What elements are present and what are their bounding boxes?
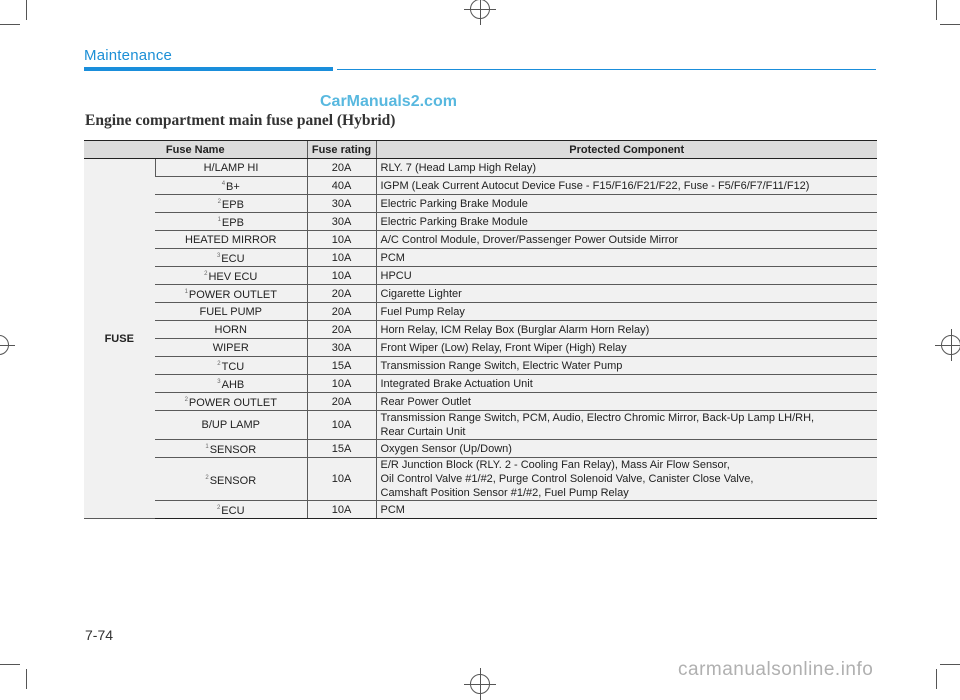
registration-mark-icon	[470, 674, 490, 694]
fuse-rating: 40A	[307, 177, 376, 195]
fuse-table	[84, 140, 877, 519]
fuse-rating: 10A	[307, 375, 376, 393]
protected-component: Fuel Pump Relay	[376, 303, 877, 321]
fuse-name: $^2$HEV ECU	[155, 267, 307, 285]
fuse-name: $^3$ECU	[155, 249, 307, 267]
protected-component: HPCU	[376, 267, 877, 285]
page-number: 7-74	[85, 627, 114, 643]
table-row	[84, 177, 877, 195]
fuse-rating: 30A	[307, 195, 376, 213]
fuse-rating: 10A	[307, 458, 376, 501]
protected-component: E/R Junction Block (RLY. 2 - Cooling Fan Relay), Mass Air Flow Sensor, Oil Control Valve #1/#2, Purge Control Solenoid Valve, Canister Close Valve, Camshaft Position Sensor #1/#2, Fuel Pump Relay	[376, 458, 877, 501]
table-row	[84, 159, 877, 177]
footnote-marker: 3	[216, 253, 221, 259]
column-header-protected-component: Protected Component	[376, 141, 877, 159]
protected-component: Electric Parking Brake Module	[376, 195, 877, 213]
fuse-name: $^2$TCU	[155, 357, 307, 375]
crop-mark	[26, 0, 27, 20]
fuse-rating: 20A	[307, 303, 376, 321]
table-row	[84, 267, 877, 285]
fuse-name: B/UP LAMP	[155, 411, 307, 440]
fuse-name: $^1$POWER OUTLET	[155, 285, 307, 303]
table-row	[84, 375, 877, 393]
crop-mark	[26, 669, 27, 689]
fuse-rating: 10A	[307, 501, 376, 519]
protected-component: Horn Relay, ICM Relay Box (Burglar Alarm Horn Relay)	[376, 321, 877, 339]
table-row	[84, 195, 877, 213]
protected-component: Front Wiper (Low) Relay, Front Wiper (High) Relay	[376, 339, 877, 357]
fuse-name: $^3$AHB	[155, 375, 307, 393]
fuse-name: $^2$SENSOR	[155, 458, 307, 501]
table-header-row	[84, 141, 877, 159]
header-rule-thick	[84, 67, 333, 71]
footnote-marker: 2	[204, 271, 208, 277]
crop-mark	[936, 0, 937, 20]
crop-mark	[936, 669, 937, 689]
protected-component: Transmission Range Switch, PCM, Audio, Electro Chromic Mirror, Back-Up Lamp LH/RH, Rear Curtain Unit	[376, 411, 877, 440]
fuse-name: $^4$B+	[155, 177, 307, 195]
footnote-marker: 4	[221, 181, 226, 187]
crop-mark	[940, 664, 960, 665]
crop-mark	[0, 664, 20, 665]
footnote-marker: 2	[184, 397, 188, 403]
protected-component: Cigarette Lighter	[376, 285, 877, 303]
table-row	[84, 501, 877, 519]
column-header-fuse-name: Fuse Name	[84, 141, 307, 159]
table-row	[84, 339, 877, 357]
table-row	[84, 213, 877, 231]
footnote-marker: 2	[216, 505, 221, 511]
header-rule-thin	[337, 69, 876, 70]
table-row	[84, 357, 877, 375]
table-row	[84, 411, 877, 440]
footnote-marker: 1	[217, 217, 221, 223]
fuse-name: HORN	[155, 321, 307, 339]
fuse-name: WIPER	[155, 339, 307, 357]
fuse-name: HEATED MIRROR	[155, 231, 307, 249]
footnote-marker: 2	[205, 474, 209, 481]
table-row	[84, 458, 877, 501]
footnote-marker: 3	[217, 379, 221, 385]
fuse-name: H/LAMP HI	[155, 159, 307, 177]
fuse-rating: 10A	[307, 249, 376, 267]
fuse-rating: 20A	[307, 159, 376, 177]
registration-mark-icon	[0, 335, 9, 355]
protected-component: IGPM (Leak Current Autocut Device Fuse - F15/F16/F21/F22, Fuse - F5/F6/F7/F11/F12)	[376, 177, 877, 195]
protected-component: Integrated Brake Actuation Unit	[376, 375, 877, 393]
fuse-name: $^2$POWER OUTLET	[155, 393, 307, 411]
footnote-marker: 1	[205, 444, 209, 450]
protected-component: RLY. 7 (Head Lamp High Relay)	[376, 159, 877, 177]
table-row	[84, 231, 877, 249]
fuse-group-label: FUSE	[84, 159, 155, 519]
fuse-name: $^2$ECU	[155, 501, 307, 519]
footer-watermark: carmanualsonline.info	[678, 659, 874, 680]
crop-mark	[940, 24, 960, 25]
watermark: CarManuals2.com	[320, 93, 457, 110]
fuse-rating: 15A	[307, 357, 376, 375]
table-row	[84, 303, 877, 321]
protected-component: PCM	[376, 249, 877, 267]
column-header-fuse-rating: Fuse rating	[307, 141, 376, 159]
crop-mark	[0, 24, 20, 25]
footnote-marker: 1	[184, 289, 188, 295]
protected-component: PCM	[376, 501, 877, 519]
fuse-rating: 20A	[307, 393, 376, 411]
fuse-rating: 10A	[307, 231, 376, 249]
registration-mark-icon	[941, 335, 960, 355]
table-row	[84, 249, 877, 267]
fuse-rating: 20A	[307, 285, 376, 303]
fuse-name: $^1$SENSOR	[155, 440, 307, 458]
fuse-rating: 15A	[307, 440, 376, 458]
fuse-rating: 20A	[307, 321, 376, 339]
table-row	[84, 440, 877, 458]
fuse-name: $^1$EPB	[155, 213, 307, 231]
fuse-rating: 30A	[307, 213, 376, 231]
section-label: Maintenance	[84, 47, 173, 64]
protected-component: Transmission Range Switch, Electric Water Pump	[376, 357, 877, 375]
table-row	[84, 285, 877, 303]
table-row	[84, 393, 877, 411]
fuse-rating: 30A	[307, 339, 376, 357]
protected-component: A/C Control Module, Drover/Passenger Power Outside Mirror	[376, 231, 877, 249]
fuse-rating: 10A	[307, 267, 376, 285]
table-row	[84, 321, 877, 339]
fuse-name: FUEL PUMP	[155, 303, 307, 321]
fuse-rating: 10A	[307, 411, 376, 440]
footnote-marker: 2	[217, 199, 221, 205]
page-title: Engine compartment main fuse panel (Hybrid)	[85, 112, 396, 129]
registration-mark-icon	[470, 0, 490, 19]
protected-component: Oxygen Sensor (Up/Down)	[376, 440, 877, 458]
fuse-name: $^2$EPB	[155, 195, 307, 213]
protected-component: Electric Parking Brake Module	[376, 213, 877, 231]
protected-component: Rear Power Outlet	[376, 393, 877, 411]
footnote-marker: 2	[217, 361, 221, 367]
